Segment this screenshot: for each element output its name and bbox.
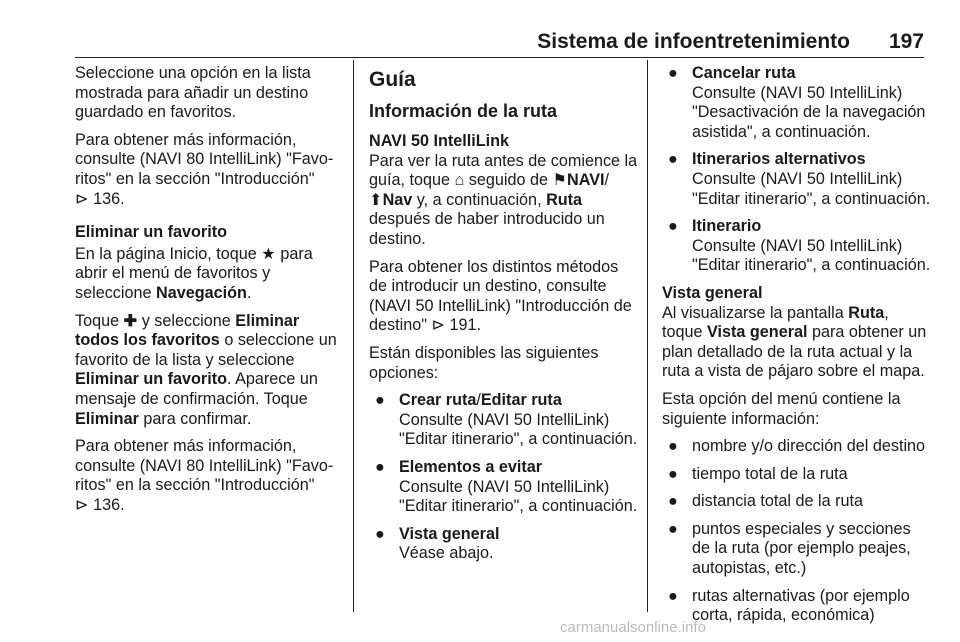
paragraph: Para obtener más información, consulte (NAVI 80 IntelliLink) "Favoritos" en la sección "Introducción" ⊳ 136. [75,130,334,208]
paragraph: Seleccione una opción en la lista mostrada para añadir un destino guardado en favoritos. [75,64,311,122]
bullet-icon: ● [668,519,678,538]
bullet-icon: ● [375,524,385,543]
column-divider-1 [353,60,354,612]
bullet-icon: ● [668,150,678,169]
column-divider-2 [647,60,648,612]
paragraph: Para obtener más información, consulte (NAVI 80 IntelliLink) "Favoritos" en la sección "Introducción" ⊳ 136. [75,437,334,514]
page-title: Sistema de infoentretenimiento [537,30,850,53]
watermark: carmanualsonline.info [560,619,706,636]
list-item: ● Itinerarios alternativos Consulte (NAVI 50 IntelliLink) "Editar itinerario", a continuación. [668,150,931,208]
paragraph: Están disponibles las siguientes opciones: [369,343,599,382]
paragraph: Toque ✚ y seleccione Eliminar todos los favoritos o seleccione un favorito de la lista y seleccione Eliminar un favorito. Aparece un mensaje de confirmación. Toque Eliminar para confirmar. [75,311,337,428]
info-list [662,437,932,626]
page-reference[interactable]: 136. [93,189,125,208]
flag-icon: ⚑ [552,171,568,190]
options-list [369,391,639,564]
bullet-icon: ● [668,64,678,82]
column-1 [75,64,345,523]
list-item: ● Elementos a evitar Consulte (NAVI 50 IntelliLink) "Editar itinerario", a continuación. [375,457,638,516]
section-heading: Vista general [662,283,763,302]
page-header [0,0,960,60]
plus-icon: ✚ [123,311,138,330]
bullet-icon: ● [668,437,678,456]
column-2 [369,64,639,572]
bullet-icon: ● [668,464,678,483]
bullet-icon: ● [375,457,385,476]
paragraph: En la página Inicio, toque ★ para abrir el menú de favoritos y seleccione Navegación. [75,244,313,302]
list-item: ● rutas alternativas (por ejemplo corta, rápida, económica) [668,586,910,625]
section-title: Guía [369,68,416,91]
paragraph: Al visualizarse la pantalla Ruta, toque Vista general para obtener un plan detallado de la ruta actual y la ruta a vista de pájaro sobre el mapa. [662,303,927,381]
paragraph: Para ver la ruta antes de comience la guía, toque ⌂ seguido de ⚑NAVI/ ⬆Nav y, a continuación, Ruta después de haber introducido un destino. [369,151,638,248]
section-heading: Eliminar un favorito [75,223,228,242]
navigation-arrow-icon: ⬆ [369,190,383,209]
paragraph: Esta opción del menú contiene la siguiente información: [662,389,901,428]
list-item: ● puntos especiales y secciones de la ruta (por ejemplo peajes, autopistas, etc.) [668,519,911,578]
list-item: ● distancia total de la ruta [668,492,863,511]
bullet-icon: ● [375,391,385,410]
list-item: ● Crear ruta/Editar ruta Consulte (NAVI 50 IntelliLink) "Editar itinerario", a continuación. [375,391,638,449]
list-item: ● tiempo total de la ruta [668,464,848,483]
section-subtitle: Información de la ruta [369,101,558,121]
list-item: ● nombre y/o dirección del destino [668,437,926,456]
system-label: NAVI 50 IntelliLink [369,132,510,150]
reference-arrow-icon: ⊳ [431,316,446,335]
options-list [662,64,932,276]
list-item: ● Itinerario Consulte (NAVI 50 IntelliLink) "Editar itinerario", a continuación. [668,217,931,275]
header-divider [75,57,924,58]
page-reference[interactable]: 136. [93,495,125,514]
list-item: ● Cancelar ruta Consulte (NAVI 50 IntelliLink) "Desactivación de la navegación asistida", a continuación. [668,64,926,141]
reference-arrow-icon: ⊳ [75,189,89,208]
paragraph: Para obtener los distintos métodos de introducir un destino, consulte (NAVI 50 IntelliLink) "Introducción de destino" ⊳ 191. [369,257,632,335]
home-icon: ⌂ [454,171,465,190]
favorites-star-icon: ★ [261,244,276,263]
bullet-icon: ● [668,217,678,236]
bullet-icon: ● [668,586,678,605]
bullet-icon: ● [668,492,678,511]
reference-arrow-icon: ⊳ [75,495,89,514]
column-3 [662,64,932,634]
page-reference[interactable]: 191. [449,316,482,335]
list-item: ● Vista general Véase abajo. [375,524,500,563]
page-number: 197 [888,30,924,53]
